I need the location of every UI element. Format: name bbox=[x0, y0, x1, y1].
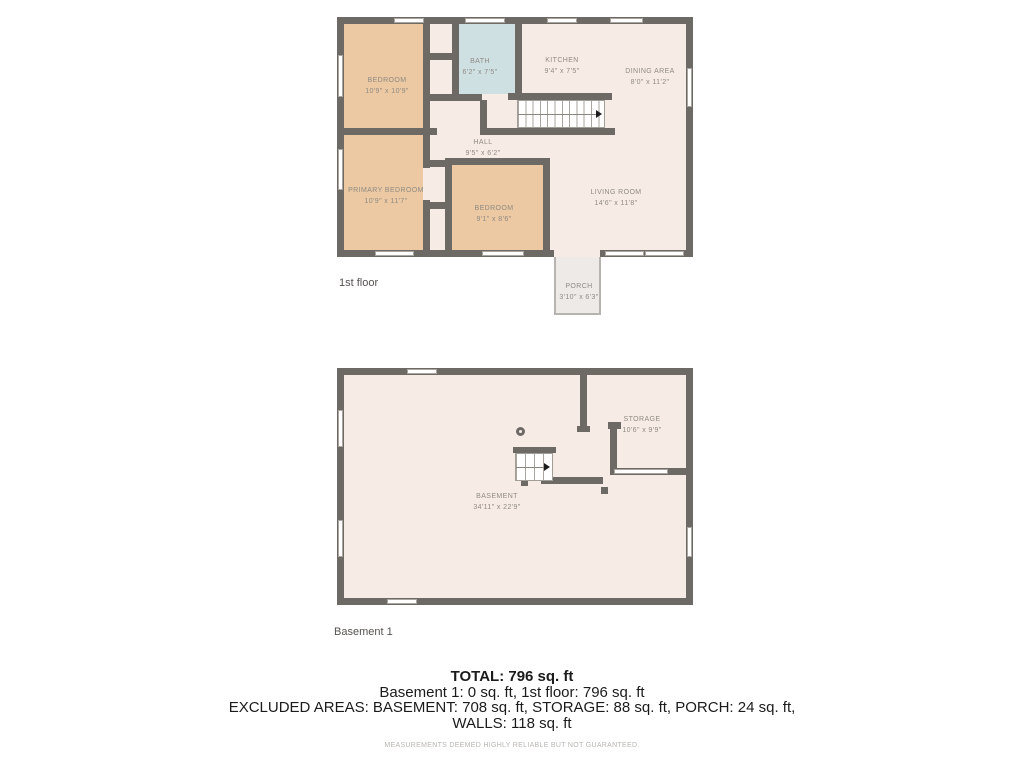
room-name: KITCHEN bbox=[545, 57, 579, 64]
room-name: PORCH bbox=[565, 283, 593, 290]
wall-bath-left bbox=[452, 24, 459, 94]
window bbox=[605, 251, 644, 256]
room-label-bedroom2 bbox=[475, 203, 514, 225]
wall-stairs-bottom bbox=[480, 128, 615, 135]
window bbox=[687, 68, 692, 107]
floor-areas-line: Basement 1: 0 sq. ft, 1st floor: 796 sq. ft bbox=[379, 683, 645, 701]
wall-storage-left bbox=[610, 425, 617, 470]
window bbox=[394, 18, 424, 23]
room-label-storage bbox=[622, 414, 661, 436]
wall-bath-right bbox=[515, 24, 522, 93]
support-column bbox=[516, 427, 525, 436]
wall-bedroom2-left bbox=[445, 165, 452, 250]
wall-outer-left bbox=[337, 17, 344, 257]
room-label-basement bbox=[473, 491, 520, 513]
wall-stairs-top bbox=[508, 93, 612, 100]
stairs-first-floor bbox=[517, 100, 605, 128]
wall-outer-left bbox=[337, 368, 344, 605]
room-dims: 6'2" x 7'5" bbox=[462, 69, 498, 76]
room-label-porch bbox=[559, 281, 598, 303]
room-label-hall bbox=[465, 137, 500, 159]
wall-closet-divider-top bbox=[430, 53, 452, 60]
room-name: STORAGE bbox=[623, 416, 661, 423]
wall-bedroom2-right bbox=[543, 158, 550, 250]
room-name: BASEMENT bbox=[476, 493, 518, 500]
wall-bedroom2-top bbox=[445, 158, 550, 165]
room-dims: 9'1" x 8'6" bbox=[476, 216, 512, 223]
room-name: LIVING ROOM bbox=[590, 189, 642, 196]
window bbox=[482, 251, 524, 256]
wall-primary-right-upper bbox=[423, 135, 430, 168]
window bbox=[547, 18, 577, 23]
window bbox=[407, 369, 437, 374]
stairs-basement bbox=[515, 453, 553, 481]
stair-direction-arrow-icon bbox=[544, 463, 550, 471]
room-dims: 10'9" x 11'7" bbox=[364, 198, 408, 205]
basement-caption: Basement 1 bbox=[334, 626, 393, 638]
room-label-kitchen bbox=[544, 55, 579, 77]
window bbox=[338, 520, 343, 557]
room-label-bedroom1 bbox=[365, 75, 409, 97]
measurement-disclaimer: MEASUREMENTS DEEMED HIGHLY RELIABLE BUT NOT GUARANTEED. bbox=[384, 742, 640, 749]
room-label-bath bbox=[462, 56, 497, 78]
room-label-living-room bbox=[590, 187, 641, 209]
porch-structure bbox=[554, 257, 601, 315]
area-summary bbox=[0, 669, 1024, 731]
first-floor-caption: 1st floor bbox=[339, 277, 379, 289]
room-dims: 8'0" x 11'2" bbox=[630, 79, 670, 86]
room-dims: 10'9" x 10'9" bbox=[365, 88, 409, 95]
room-name: BEDROOM bbox=[367, 77, 407, 84]
window bbox=[338, 149, 343, 190]
stair-midline bbox=[518, 114, 596, 115]
wall-stairs-left bbox=[480, 100, 487, 128]
room-name: HALL bbox=[473, 139, 493, 146]
wall-bath-bottom bbox=[423, 94, 482, 101]
wall-outer-top bbox=[337, 368, 693, 375]
window bbox=[645, 251, 684, 256]
excluded-areas-line2: WALLS: 118 sq. ft bbox=[452, 714, 572, 732]
total-area-line: TOTAL: 796 sq. ft bbox=[450, 668, 574, 685]
room-dims: 3'10" x 6'3" bbox=[559, 294, 599, 301]
room-label-primary-bedroom bbox=[348, 185, 424, 207]
wall-basement-partition bbox=[580, 375, 587, 428]
room-dims: 10'6" x 9'9" bbox=[622, 427, 662, 434]
excluded-areas-line: EXCLUDED AREAS: BASEMENT: 708 sq. ft, STORAGE: 88 sq. ft, PORCH: 24 sq. ft, bbox=[228, 699, 796, 716]
room-name: BATH bbox=[470, 58, 490, 65]
room-label-dining bbox=[625, 66, 675, 88]
wall-partition-endcap bbox=[577, 426, 590, 432]
stair-midline bbox=[516, 467, 544, 468]
window bbox=[338, 410, 343, 447]
wall-outer-right bbox=[686, 368, 693, 605]
wall-bedroom1-right bbox=[423, 24, 430, 128]
first-floor-plan bbox=[337, 17, 693, 257]
window bbox=[465, 18, 505, 23]
room-dims: 9'5" x 6'2" bbox=[465, 150, 501, 157]
window bbox=[338, 55, 343, 97]
wall-outer-right bbox=[686, 17, 693, 257]
storage-door bbox=[614, 469, 668, 474]
support-post bbox=[601, 487, 608, 494]
room-dims: 34'11" x 22'9" bbox=[473, 504, 521, 511]
room-dims: 14'6" x 11'8" bbox=[594, 200, 638, 207]
basement-plan bbox=[337, 368, 693, 605]
room-name: DINING AREA bbox=[625, 68, 675, 75]
wall-primary-right-lower bbox=[423, 200, 430, 250]
stair-direction-arrow-icon bbox=[596, 110, 602, 118]
room-dims: 9'4" x 7'5" bbox=[544, 68, 580, 75]
window bbox=[375, 251, 414, 256]
window bbox=[387, 599, 417, 604]
wall-bedroom-divider bbox=[337, 128, 437, 135]
room-name: BEDROOM bbox=[474, 205, 514, 212]
window bbox=[687, 527, 692, 557]
room-name: PRIMARY BEDROOM bbox=[348, 187, 424, 194]
window bbox=[610, 18, 643, 23]
